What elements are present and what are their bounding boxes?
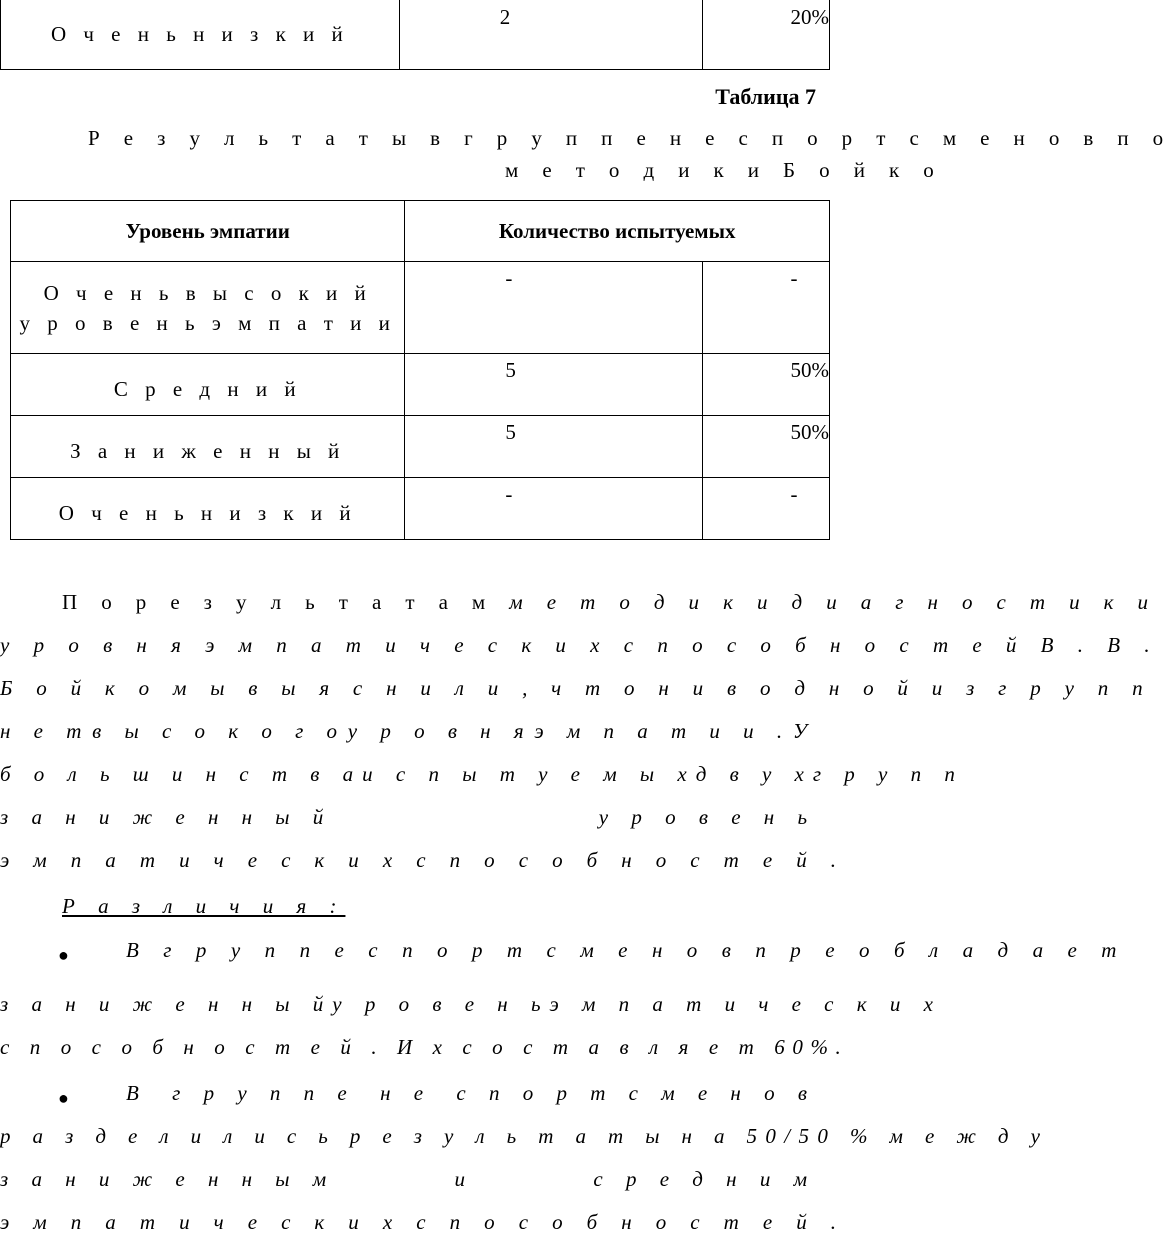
bullet-line [0,1167,816,1192]
bullet-line: В г р у п п е с п о р т с м е н о в п р е о б л а д а е т [126,938,1127,962]
bullet-glyph: ● [58,1088,69,1108]
bullet-glyph: ● [58,945,69,965]
level-cell [1,0,400,70]
word: в ы с о к о г о [92,719,347,743]
word: б о л ь ш и н с т в а [0,762,363,786]
paragraph-line [0,762,964,787]
percent-cell: 20% [702,0,830,70]
table-number: Таблица 7 [715,84,816,109]
table-row [11,416,830,478]
header-level: Уровень эмпатии [11,201,405,262]
word: н е [380,1081,433,1105]
bullet-line: э м п а т и ч е с к и х с п о с о б н о с т е й . [0,1210,846,1234]
word: з а н и ж е н н ы м [0,1167,336,1191]
count-cell: 5 [405,354,702,416]
table-row [1,0,830,70]
word: д в у х [695,762,813,786]
bullet-icon [58,1085,69,1110]
paragraph-line: Б о й к о м ы в ы я с н и л и , ч т о н и в о д н о й и з г р у п п [0,676,1152,700]
word: и [454,1167,475,1191]
percent-cell: 50% [702,416,830,478]
word: э м п а т и ч е с к и х [549,992,942,1016]
paragraph-line [62,590,1157,615]
count-cell: - [405,262,702,354]
table-row [11,354,830,416]
count-cell: 5 [405,416,702,478]
word: н е т [0,719,91,743]
word: с п о р т с м е н о в [456,1081,816,1105]
count-cell: - [405,478,702,540]
word: з а н и ж е н н ы й [0,992,333,1016]
level-cell: З а н и ж е н н ы й [11,416,405,478]
level-label-line2: у р о в е н ь э м п а т и и [19,310,396,335]
paragraph-line: у р о в н я э м п а т и ч е с к и х с п о с о б н о с т е й В . В . [0,633,1160,657]
level-cell [11,262,405,354]
previous-table [0,0,830,70]
table-title-line2: м е т о д и к и Б о й к о [505,158,944,182]
word: у р о в н я [347,719,533,743]
word: у р о в е н ь [332,992,550,1016]
word: э м п а т и и . [534,719,792,743]
bullet-icon [58,942,69,967]
paragraph-line: э м п а т и ч е с к и х с п о с о б н о с т е й . [0,848,846,872]
percent-cell: - [702,262,830,354]
table-title-line1: Р е з у л ь т а т ы в г р у п п е н е с п о р т с м е н о в п о [88,126,1173,150]
differences-heading: Р а з л и ч и я : [62,894,346,918]
level-label-line1: О ч е н ь в ы с о к и й [43,280,372,305]
paragraph-line [0,719,816,744]
table-row [11,262,830,354]
count-cell: 2 [399,0,702,70]
bullet-line [126,1081,816,1106]
percent-cell: - [702,478,830,540]
word: с р е д н и м [593,1167,816,1191]
table-row [11,478,830,540]
paragraph-line [0,805,816,830]
word: у р о в е н ь [598,805,816,829]
level-cell: С р е д н и й [11,354,405,416]
bullet-line: р а з д е л и л и с ь р е з у л ь т а т ы н а 50/50 % м е ж д у [0,1124,1049,1148]
level-label: О ч е н ь н и з к и й [50,21,349,46]
percent-cell: 50% [702,354,830,416]
paragraph-text: м е т о д и к и д и а г н о с т и к и [509,590,1158,614]
word: з а н и ж е н н ы й [0,805,333,829]
paragraph-text: П о р е з у л ь т а т а м [62,590,495,614]
word: г р у п п [812,762,964,786]
bullet-line: с п о с о б н о с т е й . И х с о с т а в л я е т 60%. [0,1035,849,1059]
word: В [126,1081,148,1105]
table-header-row [11,201,830,262]
header-count: Количество испытуемых [405,201,830,262]
empathy-table [10,200,830,540]
level-cell: О ч е н ь н и з к и й [11,478,405,540]
word: г р у п п е [172,1081,356,1105]
word: У [792,719,816,743]
word: и с п ы т у е м ы х [362,762,696,786]
bullet-line [0,992,942,1017]
